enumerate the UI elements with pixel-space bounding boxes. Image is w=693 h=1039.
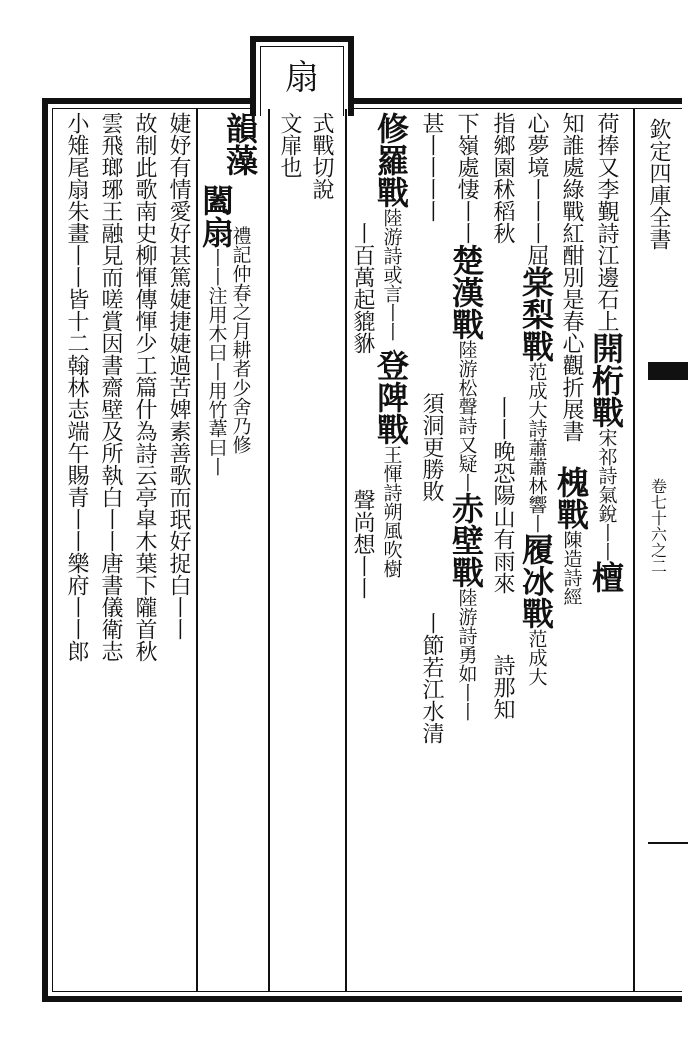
entry-heading: 履冰戰: [517, 533, 555, 629]
column-text: 婕妤有情愛好甚篤婕捷婕過苦婢素善歌而珉好捉白丨丨: [166, 112, 191, 640]
column-text: 丨節若江水清: [419, 612, 444, 744]
text-column-12: [198, 112, 234, 476]
column-text: 聲尚想丨丨: [350, 489, 375, 599]
text-column-6: [416, 112, 446, 744]
text-column-7: [374, 112, 408, 578]
entry-heading: 修羅戰: [372, 112, 410, 208]
text-column-16: [60, 112, 92, 662]
entry-heading: 楚漢戰: [447, 244, 485, 340]
text-column-8: [347, 112, 377, 599]
column-text: 荷捧又李覲詩江邊石上: [594, 112, 619, 332]
column-text: 下嶺處悽丨丨: [454, 112, 479, 244]
column-text: 丨丨晚恐陽山有雨來: [490, 396, 515, 594]
page-title: 扇: [285, 58, 319, 98]
column-text: 雲飛瑯琊王融見而嗟賞因書齋壁及所執白丨丨唐書儀衛志: [98, 112, 123, 662]
entry-heading: 韻藻: [221, 112, 259, 176]
column-text: 丨丨注用木曰丨用竹葦曰丨: [205, 248, 228, 476]
column-text: 范成大詩蕭蕭林響丨: [525, 362, 548, 533]
text-column-9: [306, 112, 336, 200]
column-text: 詩那知: [490, 654, 515, 720]
text-column-3: [517, 112, 555, 686]
column-text: 文扉也: [277, 112, 302, 178]
margin-divider: [633, 109, 635, 991]
column-text: 心觀折展書: [559, 332, 584, 442]
text-column-1: [587, 112, 625, 593]
entry-heading: 槐戰: [552, 466, 590, 530]
text-column-4: [487, 112, 517, 720]
column-text: 王惲詩朔風吹樹: [380, 445, 403, 578]
fish-tail-line: [648, 842, 688, 844]
column-text: 陸游松聲詩又疑丨: [455, 340, 478, 492]
text-column-15: [94, 112, 126, 662]
entry-heading: 棠梨戰: [517, 266, 555, 362]
column-text: 宋祁詩氣銳丨丨: [595, 428, 618, 561]
column-text: 小雉尾扇朱畫丨丨皆十二翰林志端午賜青丨丨樂府丨丨郎: [64, 112, 89, 662]
column-text: 須洞更勝敗: [419, 392, 444, 502]
text-column-10: [274, 112, 304, 178]
column-text: 心夢境丨丨丨屈: [524, 112, 549, 266]
margin-juan: [642, 478, 674, 574]
column-text: 式戰切說: [309, 112, 334, 200]
column-text: 陸游詩勇如丨丨: [455, 588, 478, 721]
text-column-13: [162, 112, 194, 640]
column-text: 知誰處綠戰紅酣別是春: [559, 112, 584, 332]
entry-heading: 闔扇: [197, 184, 235, 248]
entry-heading: 檀: [587, 561, 625, 593]
text-column-2: [552, 112, 590, 606]
column-text: 指鄉園秫稻秋: [490, 112, 515, 244]
text-column-5: [447, 112, 485, 721]
column-text: 禮記仲春之月耕者少舍乃修: [229, 226, 252, 454]
text-column-14: [128, 112, 160, 662]
column-divider: [268, 109, 270, 991]
margin-header: [642, 118, 674, 250]
column-text: 陸游詩或言丨丨: [380, 208, 403, 341]
column-text: 故制此歌南史柳惲傳惲少工篇什為詩云亭皐木葉下隴首秋: [132, 112, 157, 662]
entry-heading: 登陴戰: [372, 349, 410, 445]
margin-juan-text: 卷七十六之二: [648, 478, 668, 574]
column-text: 丨百萬起貔貅: [350, 222, 375, 354]
column-text: 范成大: [525, 629, 548, 686]
entry-heading: 開桁戰: [587, 332, 625, 428]
margin-header-text: 欽定四庫全書: [646, 118, 671, 250]
entry-heading: 赤壁戰: [447, 492, 485, 588]
column-text: 甚丨丨丨丨: [419, 112, 444, 222]
fish-tail-mark: [648, 362, 688, 380]
column-text: 陳造詩經: [560, 530, 583, 606]
